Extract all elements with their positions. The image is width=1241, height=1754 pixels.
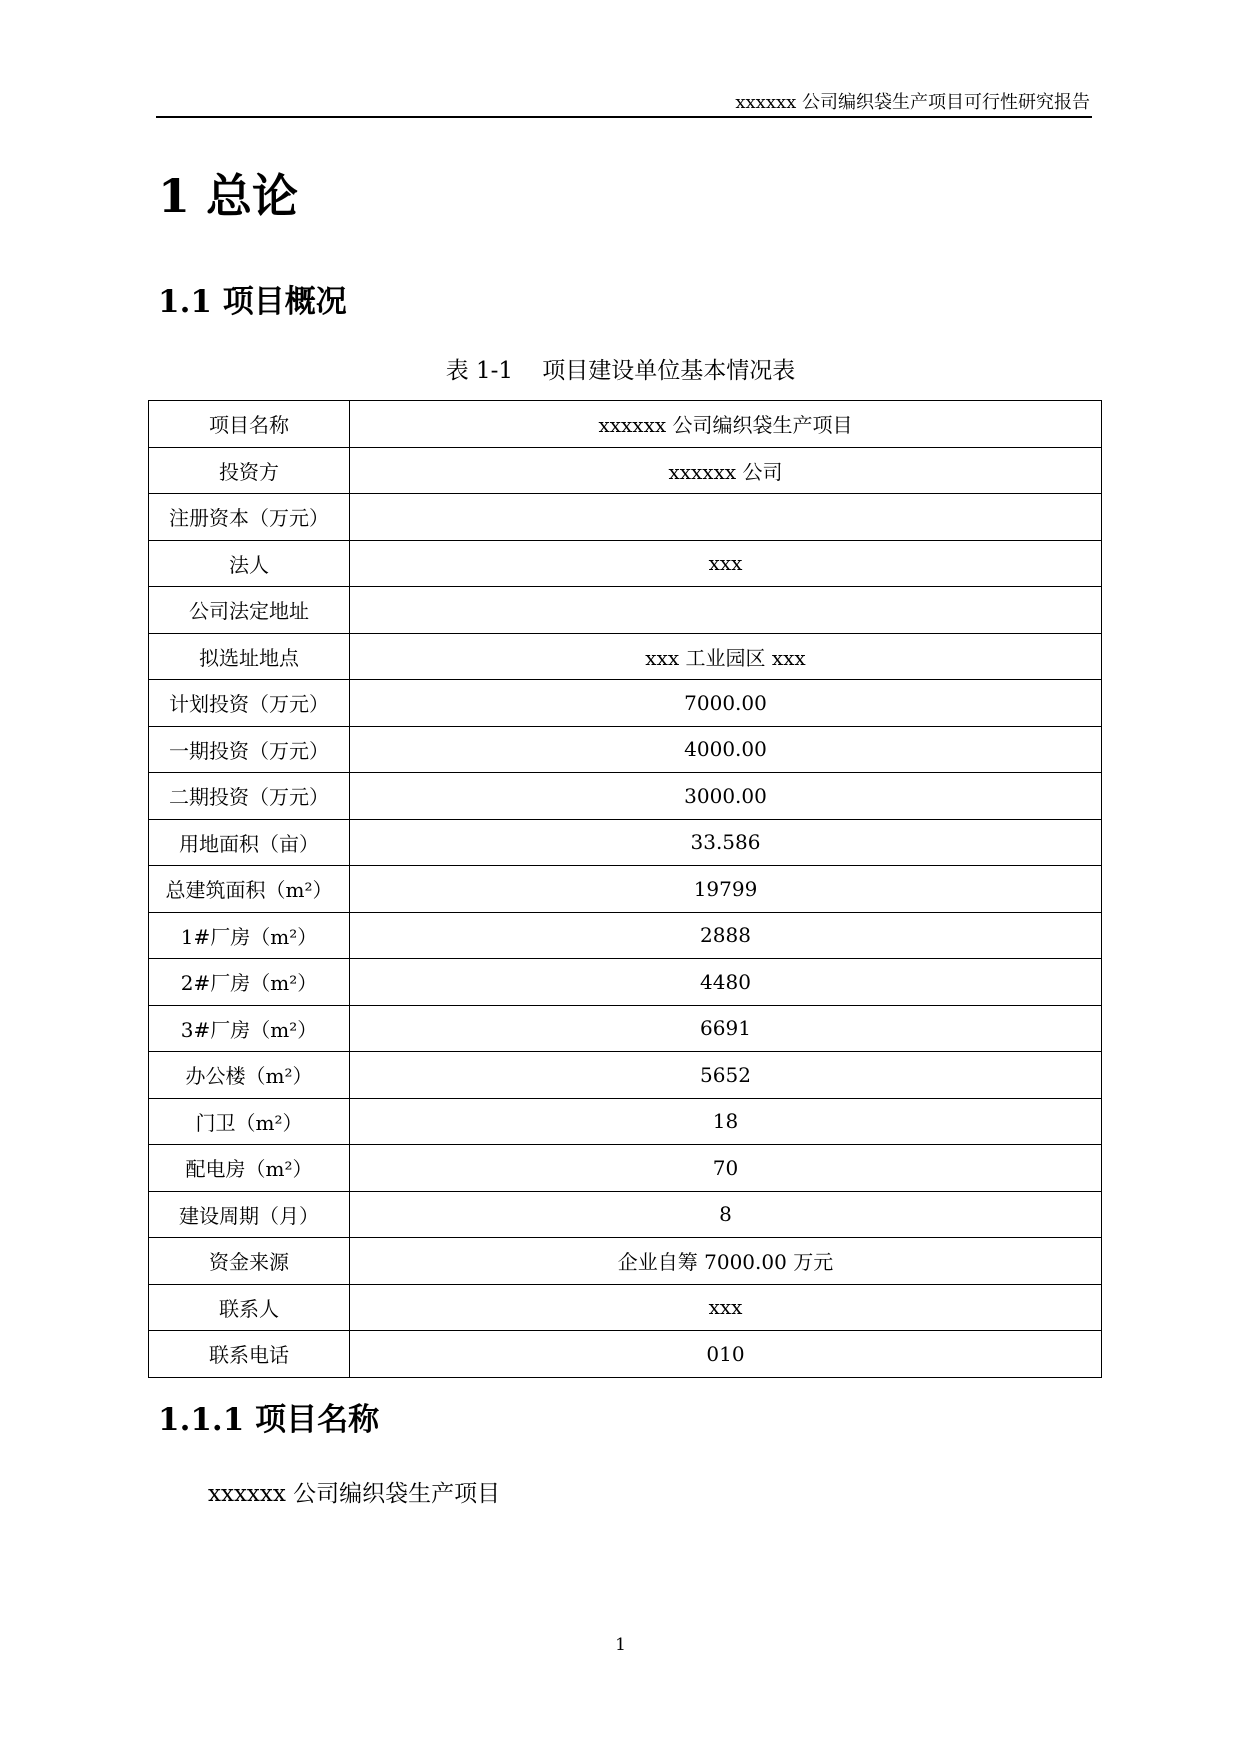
section-title: 1.1 项目概况	[158, 284, 347, 320]
row-label: 2#厂房（m²）	[149, 959, 350, 1006]
table-row	[149, 866, 1102, 913]
row-value: 6691	[350, 1005, 1102, 1052]
row-label: 公司法定地址	[149, 587, 350, 634]
page-number: 1	[615, 1635, 626, 1655]
table-row	[149, 819, 1102, 866]
table-row	[149, 726, 1102, 773]
row-value: 18	[350, 1098, 1102, 1145]
row-value: 8	[350, 1191, 1102, 1238]
project-name-paragraph: xxxxxx 公司编织袋生产项目	[208, 1481, 501, 1507]
table-row	[149, 1145, 1102, 1192]
row-value: xxxxxx 公司	[350, 447, 1102, 494]
row-label: 3#厂房（m²）	[149, 1005, 350, 1052]
table-row	[149, 540, 1102, 587]
row-label: 总建筑面积（m²）	[149, 866, 350, 913]
table-row	[149, 401, 1102, 448]
row-label: 配电房（m²）	[149, 1145, 350, 1192]
row-label: 办公楼（m²）	[149, 1052, 350, 1099]
chapter-title: 1 总论	[158, 169, 299, 223]
table-row	[149, 494, 1102, 541]
row-label: 建设周期（月）	[149, 1191, 350, 1238]
row-label: 法人	[149, 540, 350, 587]
table-row	[149, 447, 1102, 494]
row-value: 19799	[350, 866, 1102, 913]
row-value: xxx	[350, 540, 1102, 587]
table-row	[149, 1052, 1102, 1099]
row-label: 联系电话	[149, 1331, 350, 1378]
row-label: 投资方	[149, 447, 350, 494]
row-value: 33.586	[350, 819, 1102, 866]
row-value: 5652	[350, 1052, 1102, 1099]
header-title: xxxxxx 公司编织袋生产项目可行性研究报告	[735, 92, 1090, 113]
row-label: 注册资本（万元）	[149, 494, 350, 541]
row-label: 拟选址地点	[149, 633, 350, 680]
row-value: 010	[350, 1331, 1102, 1378]
row-label: 1#厂房（m²）	[149, 912, 350, 959]
row-value: xxx	[350, 1284, 1102, 1331]
row-label: 项目名称	[149, 401, 350, 448]
row-value: 2888	[350, 912, 1102, 959]
table-caption: 表 1-1 项目建设单位基本情况表	[445, 358, 796, 384]
table-row	[149, 633, 1102, 680]
project-info-table	[148, 400, 1102, 1378]
row-value: 7000.00	[350, 680, 1102, 727]
row-label: 资金来源	[149, 1238, 350, 1285]
subsection-title: 1.1.1 项目名称	[158, 1402, 380, 1438]
row-value: xxxxxx 公司编织袋生产项目	[350, 401, 1102, 448]
row-label: 联系人	[149, 1284, 350, 1331]
row-value: xxx 工业园区 xxx	[350, 633, 1102, 680]
row-value: 4000.00	[350, 726, 1102, 773]
table-row	[149, 1331, 1102, 1378]
table-row	[149, 912, 1102, 959]
page-header	[156, 82, 1092, 118]
row-value	[350, 587, 1102, 634]
row-value	[350, 494, 1102, 541]
table-row	[149, 1284, 1102, 1331]
table-row	[149, 1238, 1102, 1285]
table-row	[149, 959, 1102, 1006]
row-value: 4480	[350, 959, 1102, 1006]
table-row	[149, 1098, 1102, 1145]
table-row	[149, 773, 1102, 820]
row-value: 70	[350, 1145, 1102, 1192]
table-row	[149, 1005, 1102, 1052]
row-label: 一期投资（万元）	[149, 726, 350, 773]
row-label: 二期投资（万元）	[149, 773, 350, 820]
row-value: 企业自筹 7000.00 万元	[350, 1238, 1102, 1285]
row-label: 用地面积（亩）	[149, 819, 350, 866]
table-row	[149, 587, 1102, 634]
table-row	[149, 680, 1102, 727]
row-label: 门卫（m²）	[149, 1098, 350, 1145]
row-value: 3000.00	[350, 773, 1102, 820]
table-row	[149, 1191, 1102, 1238]
row-label: 计划投资（万元）	[149, 680, 350, 727]
